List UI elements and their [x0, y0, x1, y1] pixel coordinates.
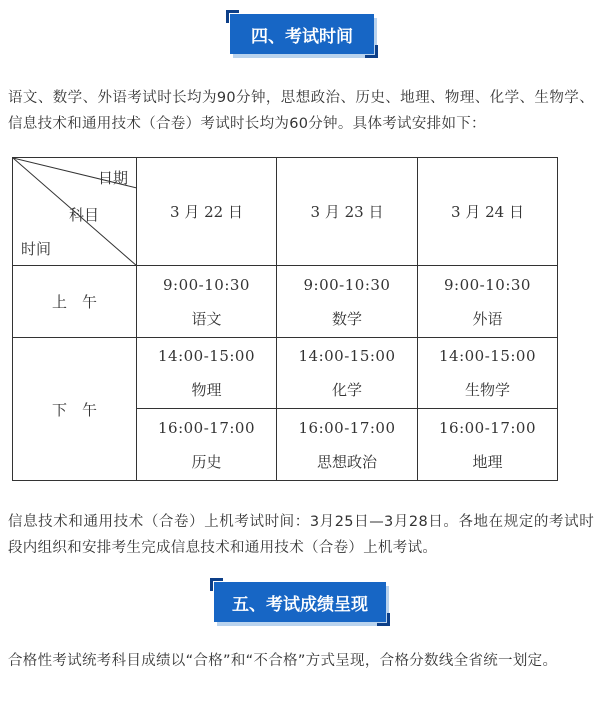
slot-subject: 外语: [472, 309, 503, 328]
slot-subject: 化学: [331, 381, 362, 399]
section-4-heading: [230, 14, 374, 54]
table-corner-header: [13, 158, 137, 266]
slot-subject: 数学: [331, 309, 362, 328]
afternoon-slot-1-2: [277, 338, 418, 409]
date-header-2: 3 月 23 日: [277, 158, 418, 266]
header-date-label: 日期: [97, 169, 128, 187]
intro-paragraph: [8, 85, 594, 137]
exam-schedule-table: [12, 157, 558, 481]
slot-time: 16:00-17:00: [298, 418, 396, 437]
section-5-title: 五、考试成绩呈现: [232, 594, 368, 615]
section-5-heading: [214, 582, 386, 622]
slot-time: 14:00-15:00: [298, 347, 396, 365]
slot-time: 9:00-10:30: [303, 275, 391, 294]
afternoon-slot-1-3: [418, 338, 558, 409]
computer-exam-text: 信息技术和通用技术（合卷）上机考试时间：3月25日—3月28日。各地在规定的考试时段内组织和安排考生完成信息技术和通用技术（合卷）上机考试。: [8, 514, 594, 556]
slot-subject: 历史: [191, 452, 222, 471]
afternoon-label: 下 午: [13, 338, 137, 481]
slot-time: 14:00-15:00: [438, 347, 537, 365]
intro-text: 语文、数学、外语考试时长均为90分钟，思想政治、历史、地理、物理、化学、生物学、信息技术和通用技术（合卷）考试时长均为60分钟。具体考试安排如下：: [8, 90, 594, 132]
slot-subject: 物理: [191, 381, 222, 399]
afternoon-slot-1-1: [137, 338, 277, 409]
slot-time: 14:00-15:00: [157, 347, 256, 365]
slot-subject: 生物学: [464, 381, 510, 399]
slot-subject: 思想政治: [316, 452, 377, 471]
section-4-title: 四、考试时间: [251, 26, 353, 47]
morning-slot-1: [137, 266, 277, 338]
afternoon-slot-2-3: [418, 409, 558, 481]
header-subject-label: 科目: [69, 206, 100, 224]
date-header-1: 3 月 22 日: [137, 158, 277, 266]
slot-subject: 语文: [191, 309, 222, 328]
morning-slot-2: [277, 266, 418, 338]
slot-time: 16:00-17:00: [157, 418, 256, 437]
slot-time: 16:00-17:00: [438, 418, 537, 437]
afternoon-slot-2-2: [277, 409, 418, 481]
morning-label: 上 午: [13, 266, 137, 338]
results-paragraph: [8, 648, 594, 674]
results-text: 合格性考试统考科目成绩以“合格”和“不合格”方式呈现，合格分数线全省统一划定。: [8, 653, 558, 669]
afternoon-slot-2-1: [137, 409, 277, 481]
header-time-label: 时间: [21, 240, 52, 258]
morning-slot-3: [418, 266, 558, 338]
date-header-3: 3 月 24 日: [418, 158, 558, 266]
slot-time: 9:00-10:30: [163, 275, 250, 294]
computer-exam-paragraph: [8, 509, 594, 561]
slot-time: 9:00-10:30: [444, 275, 531, 294]
slot-subject: 地理: [472, 452, 503, 471]
